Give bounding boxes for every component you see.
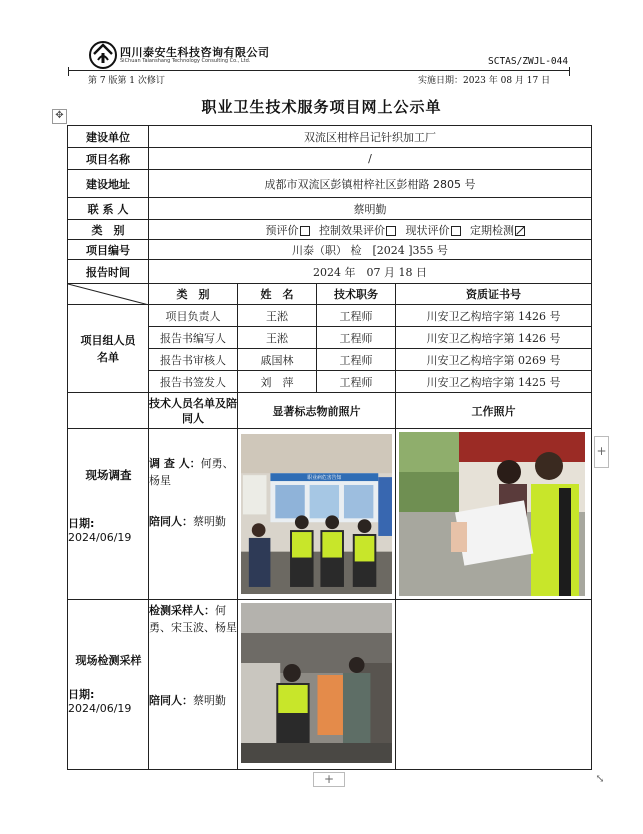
contact-value[interactable]: 蔡明勤 [149, 198, 592, 220]
option-control-eval[interactable] [319, 224, 402, 237]
checkbox-periodic[interactable] [515, 226, 525, 236]
add-column-icon[interactable]: + [594, 436, 609, 468]
team-header-name: 姓 名 [238, 284, 317, 305]
resize-icon[interactable]: ⤡ [595, 772, 605, 785]
label-work-photo: 工作照片 [396, 393, 592, 429]
team-cert: 川安卫乙构培字第 0269 号 [396, 349, 592, 371]
team-title: 工程师 [317, 371, 396, 393]
unit-value[interactable]: 双流区柑梓吕记针织加工厂 [149, 126, 592, 148]
escort-name: 蔡明勤 [193, 515, 226, 528]
header-rule-tick-right [569, 67, 570, 76]
report-time-value[interactable]: 2024 年 07 月 18 日 [149, 260, 592, 284]
team-role: 报告书签发人 [149, 371, 238, 393]
sampler-names: 何勇、宋玉波、杨星 [149, 604, 237, 634]
header-rule [68, 70, 570, 71]
header-rule-tick-left [68, 67, 69, 76]
option-pre-eval-label: 预评价 [265, 223, 299, 237]
label-sign-photo: 显著标志物前照片 [238, 393, 396, 429]
address-value[interactable]: 成都市双流区彭镇柑梓社区彭柑路 2805 号 [149, 170, 592, 198]
team-role: 报告书编写人 [149, 327, 238, 349]
team-header-cert: 资质证书号 [396, 284, 592, 305]
team-header-category: 类 别 [149, 284, 238, 305]
add-row-icon[interactable]: + [313, 772, 345, 787]
project-name-value[interactable]: / [149, 148, 592, 170]
survey-cell [68, 429, 149, 600]
option-pre-eval[interactable] [266, 224, 316, 237]
label-category: 类 别 [68, 220, 149, 240]
checkbox-status-eval[interactable] [451, 226, 461, 236]
document-number: SCTAS/ZWJL-044 [488, 56, 569, 67]
page-title: 职业卫生技术服务项目网上公示单 [201, 98, 442, 116]
team-title: 工程师 [317, 349, 396, 371]
category-options [149, 220, 592, 240]
team-role: 报告书审核人 [149, 349, 238, 371]
label-tech-staff-text: 技术人员名单及陪同人 [149, 396, 237, 425]
diagonal-cell [68, 284, 149, 305]
company-name-en: SiChuan Taianshang Technology Consulting Co., Ltd. [120, 58, 251, 64]
sampling-escort-label: 陪同人： [149, 694, 193, 707]
empty-cell [68, 393, 149, 429]
investigator-names: 何勇、杨星 [149, 457, 234, 487]
sampling-work-photo-cell [396, 600, 592, 770]
announcement-table [67, 125, 592, 770]
option-periodic[interactable] [470, 224, 531, 237]
survey-people [149, 429, 238, 600]
move-handle-icon[interactable]: ✥ [52, 109, 67, 124]
survey-title: 现场调查 [85, 468, 132, 482]
team-name: 刘 萍 [238, 371, 317, 393]
revision-text: 第 7 版第 1 次修订 [88, 76, 165, 86]
sampling-escort-name: 蔡明勤 [193, 694, 226, 707]
sampling-cell [68, 600, 149, 770]
sampling-title: 现场检测采样 [75, 654, 142, 667]
option-status-eval[interactable] [406, 224, 467, 237]
label-project-name: 项目名称 [68, 148, 149, 170]
label-team [68, 305, 149, 393]
project-no-value[interactable]: 川泰（职） 检 [2024 ]355 号 [149, 240, 592, 260]
sampling-date: 2024/06/19 [68, 702, 132, 715]
sampling-date-label: 日期: [68, 688, 95, 701]
team-header-title: 技术职务 [317, 284, 396, 305]
sign-photo-cell [238, 429, 396, 600]
survey-date-label: 日期: [68, 517, 95, 530]
work-photo-image-1[interactable] [399, 432, 585, 596]
sampler-label: 检测采样人： [149, 604, 215, 617]
team-cert: 川安卫乙构培字第 1426 号 [396, 327, 592, 349]
table-row [68, 305, 592, 327]
label-address: 建设地址 [68, 170, 149, 198]
diagonal-line [68, 284, 149, 305]
team-name: 王淞 [238, 305, 317, 327]
sampling-people [149, 600, 238, 770]
checkbox-control-eval[interactable] [386, 226, 396, 236]
poster-text: 职业病危害告知 [307, 474, 342, 481]
label-contact: 联 系 人 [68, 198, 149, 220]
label-project-no: 项目编号 [68, 240, 149, 260]
label-team-text: 项目组人员名单 [80, 333, 136, 364]
team-cert: 川安卫乙构培字第 1425 号 [396, 371, 592, 393]
sign-photo-image[interactable] [241, 434, 392, 595]
sampling-photo-image[interactable] [241, 603, 392, 763]
checkbox-pre-eval[interactable] [300, 226, 310, 236]
sampling-photo-cell [238, 600, 396, 770]
investigator-label: 调 查 人： [149, 457, 201, 470]
team-title: 工程师 [317, 327, 396, 349]
implement-date: 实施日期：2023 年 08 月 17 日 [418, 76, 551, 86]
label-report-time: 报告时间 [68, 260, 149, 284]
team-title: 工程师 [317, 305, 396, 327]
team-role: 项目负责人 [149, 305, 238, 327]
company-name-cn: 四川泰安生科技咨询有限公司 [120, 46, 270, 59]
escort-label: 陪同人： [149, 515, 193, 528]
survey-date: 2024/06/19 [68, 531, 132, 544]
team-name: 戚国林 [238, 349, 317, 371]
option-status-eval-label: 现状评价 [405, 223, 450, 237]
work-photo-cell [396, 429, 592, 600]
label-tech-staff [149, 393, 238, 429]
option-periodic-label: 定期检测 [470, 223, 514, 237]
label-unit: 建设单位 [68, 126, 149, 148]
team-name: 王淞 [238, 327, 317, 349]
company-logo-icon [88, 40, 118, 70]
option-control-eval-label: 控制效果评价 [319, 223, 385, 237]
team-cert: 川安卫乙构培字第 1426 号 [396, 305, 592, 327]
